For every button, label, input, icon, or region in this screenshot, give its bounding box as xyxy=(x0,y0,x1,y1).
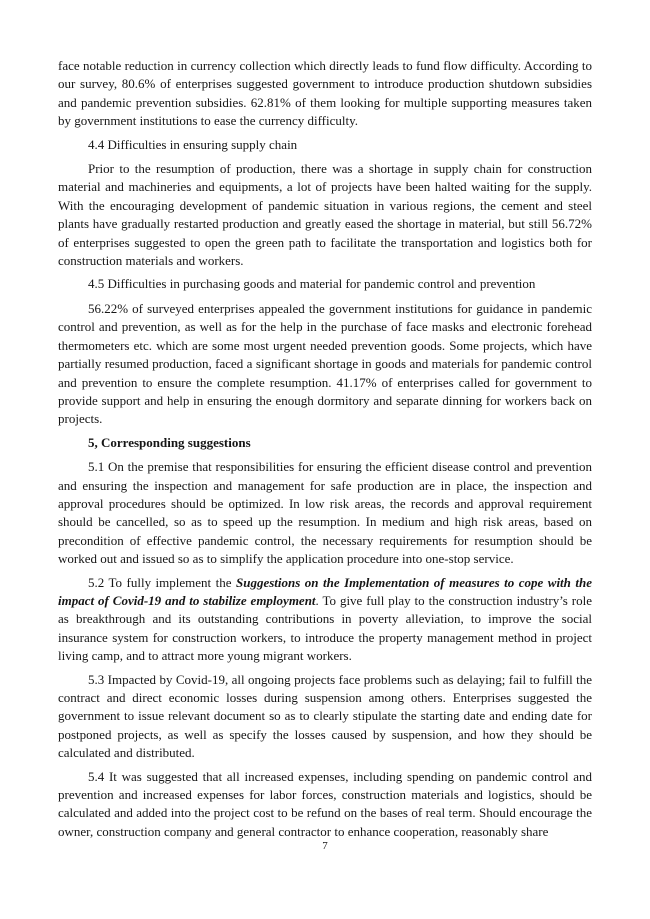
paragraph-continuation: face notable reduction in currency collection which directly leads to fund flow difficulty. According to our survey, 80.6% of enterprises suggested government to introduce production shutdown subsidies and pandemic prevention subsidies. 62.81% of them looking for multiple supporting measures taken by government institutions to ease the currency difficulty. xyxy=(58,58,592,129)
section-heading-5: 5, Corresponding suggestions xyxy=(88,434,251,450)
paragraph-4-4: Prior to the resumption of production, there was a shortage in supply chain for construction material and machineries and equipments, a lot of projects have been halted waiting for the supply. With the encouraging development of pandemic situation in various regions, the cement and steel plants have gradually restarted production and greatly eased the shortage in material, but still 56.72% of enterprises suggested to open the green path to facilitate the transportation and logistics both for construction materials and workers. xyxy=(58,161,592,269)
section-heading-4-4: 4.4 Difficulties in ensuring supply chain xyxy=(88,136,298,152)
paragraph-5-3: 5.3 Impacted by Covid-19, all ongoing projects face problems such as delaying; fail to fulfill the contract and direct economic losses during suspension among others. Enterprises suggested the government to issue relevant document so as to clearly stipulate the starting date and ending date for postponed projects, as well as specify the losses caused by suspension, and how they should be calculated and distributed. xyxy=(58,671,592,761)
paragraph-5-2-lead-text: 5.2 To fully implement the xyxy=(88,574,236,590)
paragraph-4-5: 56.22% of surveyed enterprises appealed the government institutions for guidance in pandemic control and prevention, as well as for the help in the purchase of face masks and electronic forehead thermometers etc. which are some most urgent needed prevention goods. Some projects, which have partially resumed production, faced a significant shortage in goods and materials for pandemic control and prevention to ensure the complete resumption. 41.17% of enterprises called for government to provide support and help in ensuring the enough dormitory and separate dinning for workers back on projects. xyxy=(58,300,592,427)
paragraph-5-2 xyxy=(58,574,592,666)
paragraph-5-4: 5.4 It was suggested that all increased expenses, including spending on pandemic control and prevention and increased expenses for labor forces, construction materials and logistics, should be calculated and added into the project cost to be refund on the bases of real term. Should encourage the owner, construction company and general contractor to enhance cooperation, reasonably share xyxy=(58,768,592,839)
page-number: 7 xyxy=(322,840,328,852)
section-heading-4-5: 4.5 Difficulties in purchasing goods and material for pandemic control and prevention xyxy=(88,276,536,292)
cited-document-title: Suggestions on the Implementation of measures to cope with the impact of Covid-19 and to stabilize employment xyxy=(58,574,592,608)
paragraph-5-2-rest-text: . To give full play to the construction industry’s role as breakthrough and its outstanding contributions in poverty alleviation, to improve the social insurance system for construction workers, to introduce the property management method in project living camp, and to attract more young migrant workers. xyxy=(58,592,592,664)
paragraph-5-1: 5.1 On the premise that responsibilities for ensuring the efficient disease control and prevention and ensuring the inspection and management for safe production are in place, the inspection and approval procedures should be optimized. In low risk areas, the records and approval requirement should be cancelled, so as to speed up the resumption. In medium and high risk areas, based on precondition of effective pandemic control, the necessary requirements for resumption should be worked out and issued so as to simplify the application procedure into one-stop service. xyxy=(58,459,592,567)
